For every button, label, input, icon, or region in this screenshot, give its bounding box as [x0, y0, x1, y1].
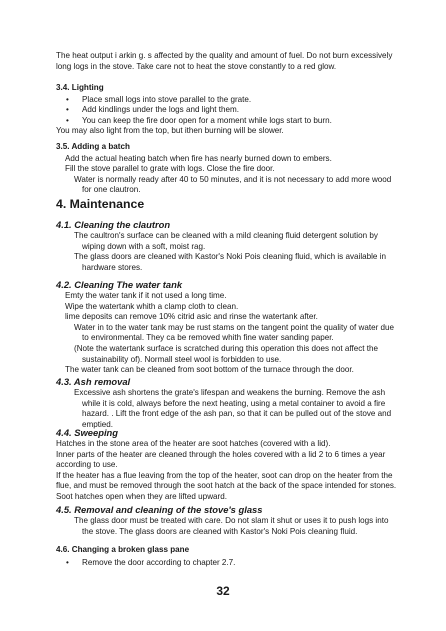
- water-tank-line: Emty the water tank if it not used a long time.: [65, 291, 227, 300]
- cauldron-heading: 4.1. Cleaning the clautron: [56, 219, 171, 230]
- section-broken-glass: [56, 545, 401, 568]
- lighting-heading: 3.4. Lighting: [56, 83, 104, 92]
- water-tank-line: (Note the watertank surface is scratched during this operation this does not affect the sustainability of). Normall steel wool is forbidden to use.: [74, 343, 378, 364]
- broken-glass-heading: 4.6. Changing a broken glass pane: [56, 545, 190, 554]
- broken-glass-list: [66, 558, 401, 569]
- ash-removal-text: Excessive ash shortens the grate's lifespan and weakens the burning. Remove the ash while it is cold, always before the next heating, using a metal container to avoid a fire hazard. . Lift the front edge of the ash pan, so that it can be pulled out of the stove and emptied.: [74, 388, 392, 429]
- section-water-tank: [56, 279, 401, 376]
- glass-cleaning-heading: 4.5. Removal and cleaning of the stove's glass: [56, 504, 263, 515]
- bullet-icon: •: [66, 105, 69, 115]
- cauldron-line: The glass doors are cleaned with Kastor's Noki Pois cleaning fluid, which is available in hardware stores.: [74, 252, 386, 272]
- batch-line: Add the actual heating batch when fire has nearly burned down to embers.: [65, 153, 332, 163]
- section-cleaning-cauldron: [56, 219, 401, 273]
- page-number: 32: [216, 584, 230, 598]
- section-ash-removal: [56, 376, 401, 430]
- bullet-icon: •: [66, 94, 69, 104]
- maintenance-heading: 4. Maintenance: [56, 197, 145, 211]
- list-item: • Add kindlings under the logs and light them.: [66, 105, 240, 115]
- intro-paragraph: The heat output i arkin g. s affected by the quality and amount of fuel. Do not burn excessively long logs in the stove. Take care not to heat the stove constantly to a red glow.: [56, 51, 393, 71]
- bullet-icon: •: [66, 557, 69, 567]
- lighting-list: [66, 95, 401, 127]
- glass-cleaning-text: The glass door must be treated with care. Do not slam it shut or uses it to push logs into the stove. The glass doors are cleaned with Kastor's Noki Pois cleaning fluid.: [74, 516, 389, 536]
- list-item: • Place small logs into stove parallel to the grate.: [66, 94, 252, 104]
- sweeping-heading: 4.4. Sweeping: [56, 427, 118, 438]
- water-tank-heading: 4.2. Cleaning The water tank: [56, 279, 183, 290]
- section-glass-cleaning: [56, 504, 401, 537]
- batch-heading: 3.5. Adding a batch: [56, 142, 130, 151]
- water-tank-line: The water tank can be cleaned from soot bottom of the turnace through the door.: [65, 365, 354, 375]
- sweeping-line: Soot hatches open when they are lifted upward.: [56, 491, 227, 501]
- batch-line: Fill the stove parallel to grate with logs. Close the fire door.: [65, 164, 275, 174]
- sweeping-line: If the heater has a flue leaving from the top of the heater, soot can drop on the heater from the flue, and must be removed through the soot hatch at the back of the space intended for stones.: [56, 470, 397, 491]
- sweeping-line: Inner parts of the heater are cleaned through the holes covered with a lid 2 to 6 times a year according to use.: [56, 449, 386, 470]
- lighting-note: You may also light from the top, but ithen burning will be slower.: [56, 126, 284, 136]
- section-sweeping: [56, 427, 401, 503]
- sweeping-line: Hatches in the stone area of the heater are soot hatches (covered with a lid).: [56, 439, 331, 448]
- water-tank-line: Water in to the water tank may be rust stams on the tangent point the quality of water due to environmental. They ca be removed whith fine water sanding paper.: [74, 322, 395, 343]
- list-item: • Remove the door according to chapter 2.7.: [66, 557, 236, 567]
- batch-line: Water is normally ready after 40 to 50 minutes, and it is not necessary to add more wood for one clautron.: [74, 174, 392, 195]
- cauldron-line: The caultron's surface can be cleaned with a mild cleaning fluid detergent solution by wiping down with a soft, moist rag.: [74, 231, 378, 251]
- water-tank-line: lime deposits can remove 10% citrid asic and rinse the watertank after.: [65, 312, 318, 322]
- water-tank-line: Wipe the watertank whith a clamp cloth to clean.: [65, 301, 239, 311]
- ash-removal-heading: 4.3. Ash removal: [56, 376, 131, 387]
- section-adding-batch: [56, 142, 401, 196]
- list-item: • You can keep the fire door open for a moment while logs start to burn.: [66, 115, 332, 125]
- section-lighting: [56, 83, 401, 137]
- bullet-icon: •: [66, 115, 69, 125]
